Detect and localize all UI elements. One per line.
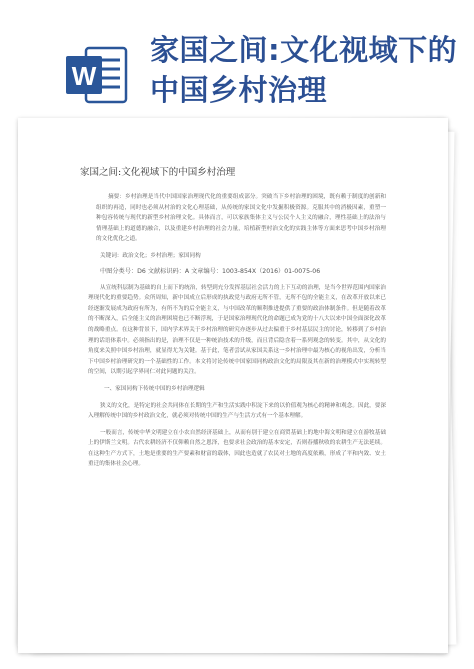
- word-document-icon: [64, 44, 128, 106]
- page-content: [80, 164, 386, 470]
- document-title: 家国之间:文化视域下的中国乡村治理: [150, 33, 458, 107]
- document-banner: [0, 0, 474, 128]
- body-paragraph: 狭义的文化，是特定的社会共同体在长期的生产和生活实践中积淀下来的以价值观为核心的精神和观念。因此，要深入理解传统中国的乡村政治文化，就必须对传统中国的生产与生活方式有一个基本理解。: [88, 402, 386, 420]
- abstract: 摘要：乡村治理是当代中国国家治理现代化的重要组成部分。突破当下乡村治理的困境，既有赖于制度的创新和组织的再造，同时也必须从村治的文化心理基础，从传统的家国文化中发掘积极资源。克服其中的消极因素，重塑一种包容传统与现代的新型乡村治理文化。具体而言，可以家族集体主义与公民个人主义的融合，理性基础上的法治与情理基础上的道德的融合，以及重建乡村治理的社会力量，培植新型村治文化的实践主体等方面来思考中国乡村治理的文化优化之道。: [96, 194, 386, 243]
- keywords: 关键词：政治文化；乡村治理；家国同构: [100, 252, 201, 259]
- svg-text:W: W: [71, 61, 97, 91]
- article-title: 家国之间:文化视域下的中国乡村治理: [80, 167, 236, 178]
- section-heading: 一、家国同构下传统中国的乡村治理逻辑: [104, 385, 205, 392]
- body-paragraph: 一般而言，传统中华文明建立在小农自然经济基础上，从而有别于建立在商贸基础上的地中海文明和建立在游牧基础上的伊斯兰文明。古代农耕经济不仅仰赖自然之恩泽，也要求社会政治的基本安定，否则春播秋收的农耕生产无法延续。在这种生产方式下，土地是重要的生产要素和财富的载体，因此也造就了农民对土地的高度依赖，形成了平和内敛、安土重迁的集体社会心理。: [88, 429, 386, 468]
- body-paragraph: 从宣统科层制为基础的自上而下的统治，转型到充分发挥基层社会活力的上下互动的治理，是当今世界范围内国家治理现代化的重要趋势。众所周知，新中国成立后形成的执政党与政府无所不管，无所不包的全能主义，在改革开放以来已经逐渐发展成为政府有所为，有所不为的后全能主义，与中国改革的顺利推进提供了重要的政治体制条件。但是随着改革的不断深入，后全能主义的治理困境也已不断浮现，于是国家治理现代化的命题已成为党的十八大以来中国全面深化改革的战略重点。在这种背景下，国内学术界关于乡村治理的研究亦逐步从过去偏重于乡村基层民主的讨论，转移到了乡村治理的话语体系中。必须指出的是，治理不仅是一种统治技术的升级，而且背后隐含着一系列观念的转变。其中，从文化的角度来关照中国乡村治理，就显得尤为关键。基于此，笔者尝试从家国关系这一乡村治理中最为核心的视角出发，分析当下中国乡村治理研究的一个基础性的工作。本文将讨论传统中国家国同构政治文化的局限及其在新的治理模式中实现转型的空间，以期引起学界同仁对此问题的关注。: [88, 284, 386, 376]
- classification-line: 中图分类号：D6 文献标识码：A 文章编号：1003-854X（2016）01-0075-06: [100, 267, 321, 275]
